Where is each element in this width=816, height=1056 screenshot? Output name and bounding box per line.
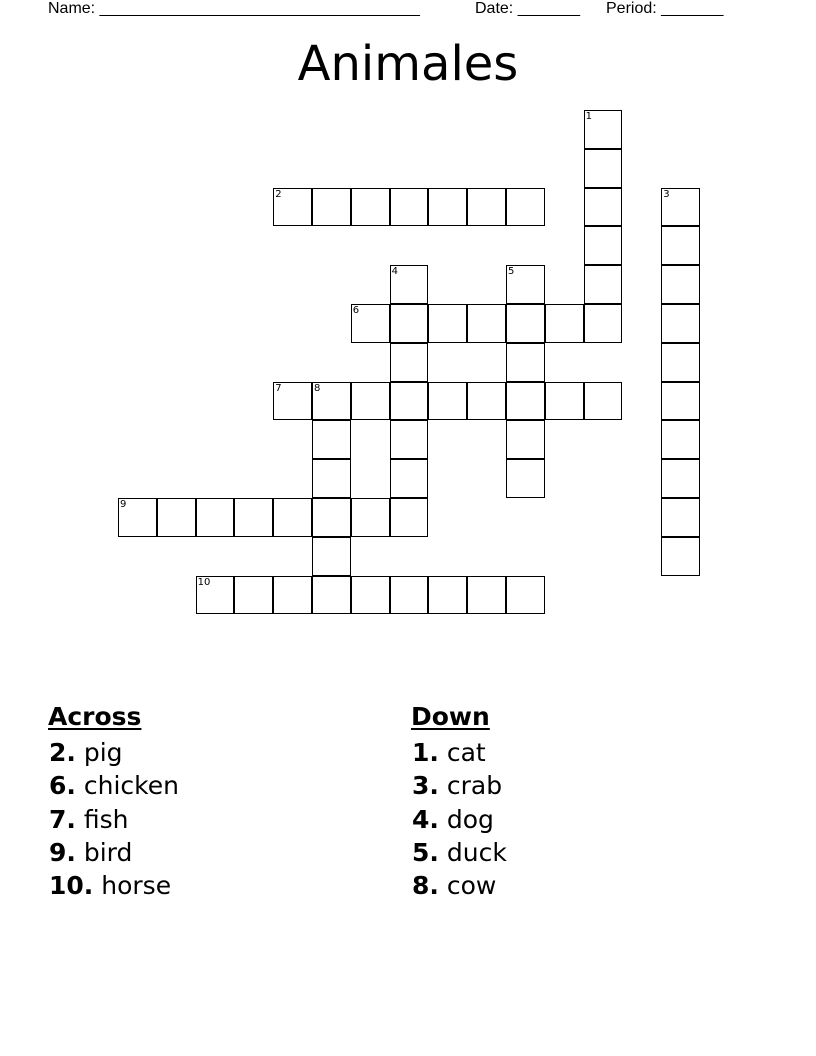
clue-number: 8.	[412, 871, 439, 901]
clue-number: 7.	[49, 804, 76, 834]
crossword-cell[interactable]	[467, 304, 506, 343]
crossword-cell[interactable]	[273, 382, 312, 421]
clue-text: duck	[446, 837, 507, 867]
across-clue-list	[49, 736, 179, 902]
crossword-cell[interactable]	[428, 304, 467, 343]
cell-number: 10	[197, 576, 211, 588]
crossword-cell[interactable]	[273, 576, 312, 615]
clue-number: 6.	[49, 771, 76, 801]
clue-text: bird	[83, 837, 133, 867]
down-clue	[412, 803, 507, 836]
crossword-cell[interactable]	[390, 420, 429, 459]
crossword-cell[interactable]	[157, 498, 196, 537]
period-field[interactable]: Period: _______	[606, 0, 724, 17]
crossword-cell[interactable]	[584, 188, 623, 227]
crossword-cell[interactable]	[584, 110, 623, 149]
down-clue	[412, 769, 507, 802]
clue-text: pig	[83, 738, 123, 767]
crossword-cell[interactable]	[661, 459, 700, 498]
clue-number: 2.	[49, 738, 76, 767]
crossword-cell[interactable]	[661, 420, 700, 459]
crossword-cell[interactable]	[584, 149, 623, 188]
crossword-cell[interactable]	[661, 537, 700, 576]
crossword-cell[interactable]	[390, 188, 429, 227]
crossword-cell[interactable]	[506, 304, 545, 343]
clue-text: horse	[101, 871, 172, 901]
crossword-cell[interactable]	[390, 343, 429, 382]
cell-number: 6	[352, 305, 360, 316]
clue-number: 1.	[412, 738, 439, 767]
crossword-cell[interactable]	[506, 576, 545, 615]
crossword-cell[interactable]	[312, 537, 351, 576]
crossword-cell[interactable]	[467, 576, 506, 615]
crossword-cell[interactable]	[273, 188, 312, 227]
crossword-cell[interactable]	[506, 382, 545, 421]
across-clue	[49, 736, 179, 769]
crossword-cell[interactable]	[351, 498, 390, 537]
across-clue	[49, 836, 179, 869]
crossword-cell[interactable]	[661, 304, 700, 343]
clue-text: fish	[83, 804, 129, 834]
clue-text: cat	[446, 738, 486, 767]
crossword-cell[interactable]	[312, 576, 351, 615]
clue-number: 10.	[49, 871, 94, 901]
crossword-cell[interactable]	[196, 576, 235, 615]
page-title: Animales	[297, 36, 519, 92]
crossword-cell[interactable]	[467, 382, 506, 421]
crossword-cell[interactable]	[390, 576, 429, 615]
crossword-cell[interactable]	[390, 459, 429, 498]
clue-number: 4.	[412, 804, 439, 834]
crossword-cell[interactable]	[584, 226, 623, 265]
crossword-cell[interactable]	[351, 382, 390, 421]
clue-text: chicken	[83, 771, 179, 801]
crossword-cell[interactable]	[584, 304, 623, 343]
crossword-cell[interactable]	[661, 265, 700, 304]
crossword-cell[interactable]	[428, 382, 467, 421]
crossword-cell[interactable]	[273, 498, 312, 537]
down-clue	[412, 736, 507, 769]
crossword-cell[interactable]	[506, 420, 545, 459]
name-field[interactable]: Name: ____________________________________	[48, 0, 420, 17]
clue-text: cow	[446, 871, 497, 901]
crossword-cell[interactable]	[351, 188, 390, 227]
across-clue	[49, 803, 179, 836]
crossword-cell[interactable]	[428, 576, 467, 615]
crossword-cell[interactable]	[390, 304, 429, 343]
crossword-cell[interactable]	[312, 188, 351, 227]
across-clue	[49, 769, 179, 802]
crossword-cell[interactable]	[196, 498, 235, 537]
crossword-cell[interactable]	[545, 382, 584, 421]
crossword-cell[interactable]	[545, 304, 584, 343]
crossword-cell[interactable]	[351, 304, 390, 343]
crossword-cell[interactable]	[506, 265, 545, 304]
crossword-cell[interactable]	[584, 382, 623, 421]
clue-text: crab	[446, 771, 503, 801]
crossword-cell[interactable]	[661, 343, 700, 382]
down-clue-list	[412, 736, 507, 902]
crossword-cell[interactable]	[118, 498, 157, 537]
crossword-cell[interactable]	[661, 498, 700, 537]
crossword-cell[interactable]	[234, 576, 273, 615]
down-clue	[412, 869, 507, 902]
crossword-cell[interactable]	[661, 226, 700, 265]
crossword-cell[interactable]	[467, 188, 506, 227]
crossword-cell[interactable]	[390, 265, 429, 304]
cell-number: 8	[314, 382, 321, 394]
crossword-cell[interactable]	[506, 343, 545, 382]
across-heading: Across	[48, 702, 142, 731]
across-clue	[49, 869, 179, 902]
crossword-cell[interactable]	[390, 498, 429, 537]
cell-number: 4	[391, 266, 398, 278]
crossword-cell[interactable]	[661, 382, 700, 421]
crossword-cell[interactable]	[390, 382, 429, 421]
crossword-cell[interactable]	[428, 188, 467, 227]
crossword-cell[interactable]	[234, 498, 273, 537]
crossword-cell[interactable]	[506, 459, 545, 498]
cell-number: 2	[275, 188, 282, 200]
crossword-cell[interactable]	[506, 188, 545, 227]
down-clue	[412, 836, 507, 869]
cell-number: 3	[663, 188, 670, 200]
date-field[interactable]: Date: _______	[475, 0, 580, 17]
crossword-cell[interactable]	[312, 382, 351, 421]
cell-number: 9	[120, 499, 127, 510]
down-heading: Down	[411, 702, 490, 731]
cell-number: 7	[275, 382, 282, 394]
crossword-cell[interactable]	[661, 188, 700, 227]
crossword-cell[interactable]	[312, 420, 351, 459]
cell-number: 1	[585, 111, 592, 122]
clue-number: 5.	[412, 837, 439, 867]
clue-number: 9.	[49, 837, 76, 867]
cell-number: 5	[508, 266, 515, 278]
crossword-cell[interactable]	[584, 265, 623, 304]
clue-number: 3.	[412, 771, 439, 801]
crossword-cell[interactable]	[351, 576, 390, 615]
clue-text: dog	[446, 804, 494, 834]
crossword-cell[interactable]	[312, 498, 351, 537]
crossword-cell[interactable]	[312, 459, 351, 498]
